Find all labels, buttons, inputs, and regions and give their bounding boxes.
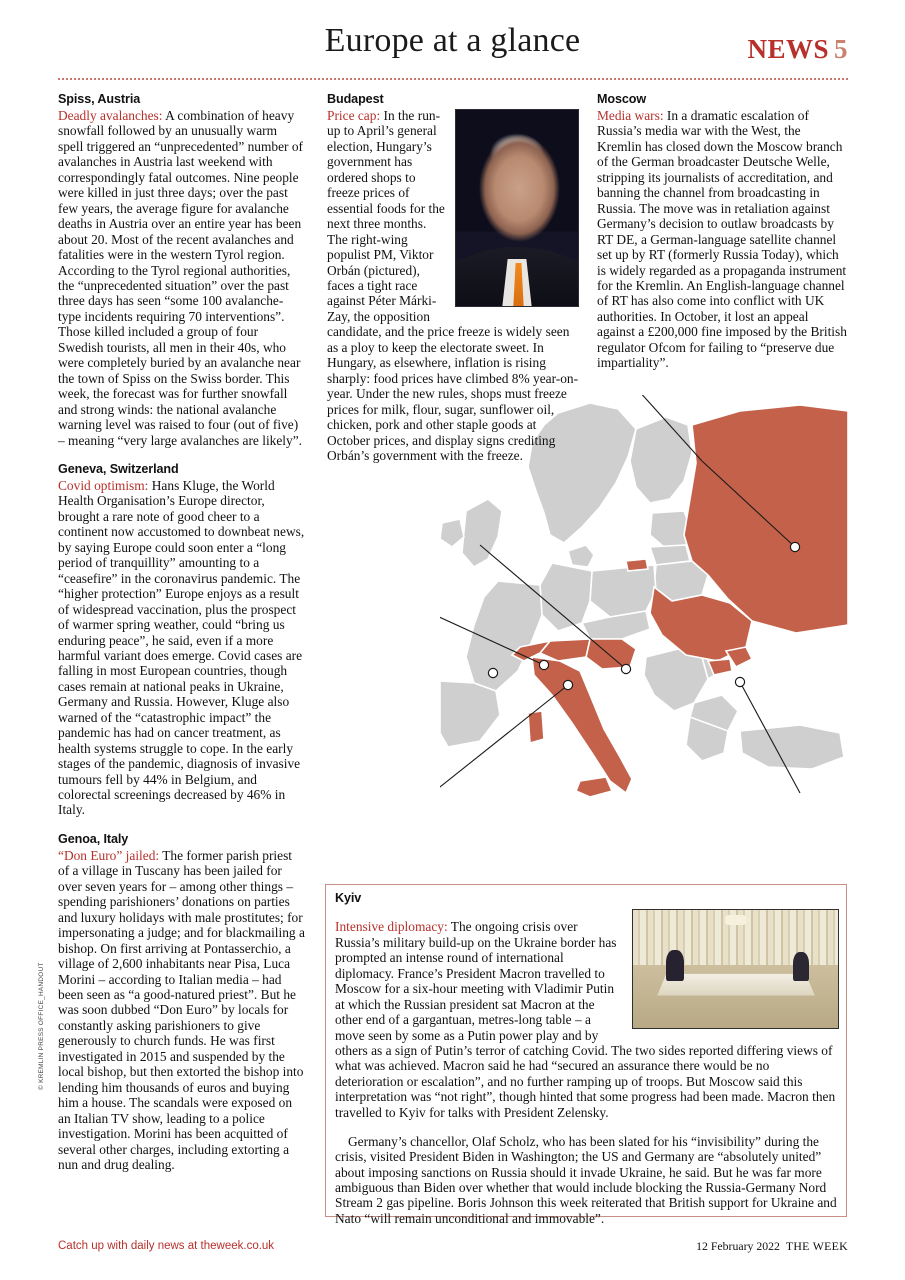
- article-kicker: Genoa, Italy: [58, 831, 129, 846]
- map-marker-budapest: [621, 664, 630, 673]
- article-kicker: Kyiv: [335, 891, 362, 905]
- article-spiss-austria: [58, 92, 305, 448]
- kyiv-feature-content: [335, 891, 839, 1240]
- article-text: Hans Kluge, the World Health Organisation’s Europe director, brought a rare note of good cheer to a continent now accustomed to downbeat news, by saying Europe could soon enter a “long period of tranquillity” amounting to a “ceasefire” in the coronavirus pandemic. The “higher protection” Europe enjoys as a result of widespread vaccination, plus the prospect of warmer spring weather, could “bring us enduring peace”, he said, even if a more harmful variant does emerge. Covid cases are falling in most European countries, though cases remain at national peaks in Ukraine, Germany and Russia. However, Kluge also warned of the “catastrophic impact” the pandemic has had on cancer treatment, as health systems struggle to cope. In the early stages of the pandemic, diagnosis of invasive tumours fell by 44% in Belgium, and colorectal screenings decreased by 46% in Italy.: [58, 477, 305, 818]
- masthead: [0, 0, 905, 78]
- header-divider: [57, 78, 848, 80]
- article-kicker: Spiss, Austria: [58, 92, 141, 106]
- article-kicker: Geneva, Switzerland: [58, 461, 179, 476]
- photo-credit: © KREMLIN PRESS OFFICE_HANDOUT: [38, 962, 45, 1090]
- article-lede: “Don Euro” jailed:: [58, 847, 160, 863]
- viktor-orban-photo: [455, 109, 579, 307]
- article-geneva-switzerland: [58, 462, 305, 818]
- article-column-1: [58, 92, 305, 1172]
- article-lede: Intensive diplomacy:: [335, 919, 448, 935]
- section-label: [747, 34, 848, 65]
- footer-issue-info: [696, 1239, 848, 1254]
- article-text: In the run-up to April’s general election, Hungary’s government has ordered shops to freeze prices of essential foods for the next three months. The right-wing populist PM, Viktor Orbán (pictured), faces a tight race against Péter Márki-Zay, the opposition candidate, and the price freeze is widely seen as a ploy to keep the electorate sweet. In Hungary, as elsewhere, inflation is rising sharply: food prices have climbed 8% year-on-year. Under the new rules, shops must freeze prices for milk, flour, sugar, sunflower oil, chicken, pork and other staple goods at October prices, and display signs crediting Orbán’s government with the freeze.: [327, 108, 579, 463]
- footer-brand: THE WEEK: [785, 1239, 848, 1253]
- article-lede: Covid optimism:: [58, 477, 149, 493]
- europe-map-svg: [440, 395, 848, 875]
- article-body: [58, 848, 305, 1173]
- article-kicker: Moscow: [597, 92, 647, 106]
- article-body: [597, 108, 848, 371]
- kyiv-feature-box: [325, 884, 847, 1226]
- map-marker-austria: [539, 660, 548, 669]
- article-lede: Deadly avalanches:: [58, 108, 163, 123]
- footer-date: 12 February 2022: [696, 1239, 780, 1253]
- section-name: NEWS: [747, 34, 829, 64]
- article-text: The ongoing crisis over Russia’s military build-up on the Ukraine border has prompted an intense round of international diplomacy. France’s President Macron travelled to Moscow for a six-hour meeting with Vladimir Putin at which the Russian president sat Macron at the other end of a gargantuan, metres-long table – a move seen by some as a Putin power play and by others as a sign of Putin’s terror of catching Covid. The two sides reported differing views of what was achieved. Macron said he had “secured an assurance there would be no deterioration or escalation”, and no further ramping up of troops. But Moscow said this interpretation was “not right”, though hinted that some progress had been made. Macron then travelled to Kyiv for talks with President Zelensky.: [335, 919, 836, 1120]
- kyiv-paragraph-2: Germany’s chancellor, Olaf Scholz, who has been slated for his “invisibility” during the crisis, visited President Biden in Washington; the US and Germany are “absolutely united” about imposing sanctions on Russia should it invade Ukraine, he said. But he was far more ambiguous than Biden over whether that would include blocking the Russia-Germany Nord Stream 2 gas pipeline. Boris Johnson this week reiterated that British support for Ukraine and Nato “will remain unconditional and immovable”.: [335, 1133, 837, 1226]
- article-lede: Media wars:: [597, 108, 664, 123]
- article-text: A combination of heavy snowfall followed by an unusually warm spell triggered an “unprecedented” number of avalanches in Austria last weekend with correspondingly fatal outcomes. Nine people were killed in just three days; over the past few years, the average figure for avalanche deaths in Austria over an entire year has been about 20. Most of the recent avalanches and fatalities were in the western Tyrol region. According to the Tyrol regional authorities, the “unprecedented situation” over the past three days has seen “some 100 avalanche-type incidents requiring 70 interventions”. Those killed included a group of four Swedish tourists, all men in their 40s, who were completely buried by an avalanche near the town of Spiss on the Swiss border. This week, the forecast was for further snowfall and strong winds: the national avalanche warning level was raised to four (out of five) – meaning “very large avalanches are likely”.: [58, 108, 304, 448]
- page-number: 5: [834, 34, 848, 64]
- photo-figure-putin: [666, 950, 684, 981]
- article-body: [58, 108, 305, 448]
- photo-lamp-shape: [725, 915, 746, 926]
- article-moscow: [597, 92, 848, 371]
- map-marker-kyiv: [735, 677, 744, 686]
- article-kicker: Budapest: [327, 92, 384, 106]
- article-genoa-italy: [58, 832, 305, 1173]
- map-marker-switzerland: [488, 668, 497, 677]
- putin-macron-table-photo: [632, 909, 839, 1029]
- article-text: The former parish priest of a village in Tuscany has been jailed for over seven years for – among other things – spending parishioners’ donations on parties and luxury holidays with male prostitutes; for impersonating a judge; and for blackmailing a bishop. On first arriving at Pontasserchio, a village of 2,600 inhabitants near Pisa, Luca Morini – according to Italian media – had been seen as “a good-natured priest”. But he was soon dubbed “Don Euro” by locals for constantly asking parishioners to give generously to church funds. He was first investigated in 2015 and suspended by the local bishop, but then extorted the bishop into lending him thousands of euros and buying him a house. The scandals were exposed on an Italian TV show, leading to a police investigation. Morini has been acquitted of several other charges, including extorting a nun and drug dealing.: [58, 847, 305, 1172]
- page-title: Europe at a glance: [324, 22, 581, 59]
- europe-map: [440, 395, 848, 875]
- article-lede: Price cap:: [327, 108, 381, 123]
- footer-promo-link[interactable]: Catch up with daily news at theweek.co.uk: [58, 1240, 275, 1252]
- article-text: In a dramatic escalation of Russia’s media war with the West, the Kremlin has closed down the Moscow branch of the German broadcaster Deutsche Welle, stripping its journalists of accreditation, and banning the channel from broadcasting in Russia. The move was in retaliation against Germany’s decision to outlaw broadcasts by RT DE, a German-language satellite channel set up by RT (formerly Russia Today), which is widely regarded as a propaganda instrument for the Kremlin. An English-language channel of RT has also come into conflict with UK authorities. In October, it lost an appeal against a £200,000 fine imposed by the British regulator Ofcom for failing to “preserve due impartiality”.: [597, 108, 847, 371]
- map-marker-genoa: [563, 680, 572, 689]
- article-body: [58, 478, 305, 818]
- photo-figure-macron: [793, 952, 809, 980]
- article-column-3: [597, 92, 848, 371]
- article-column-2: [327, 92, 579, 463]
- article-budapest: [327, 92, 579, 463]
- map-marker-moscow: [790, 542, 799, 551]
